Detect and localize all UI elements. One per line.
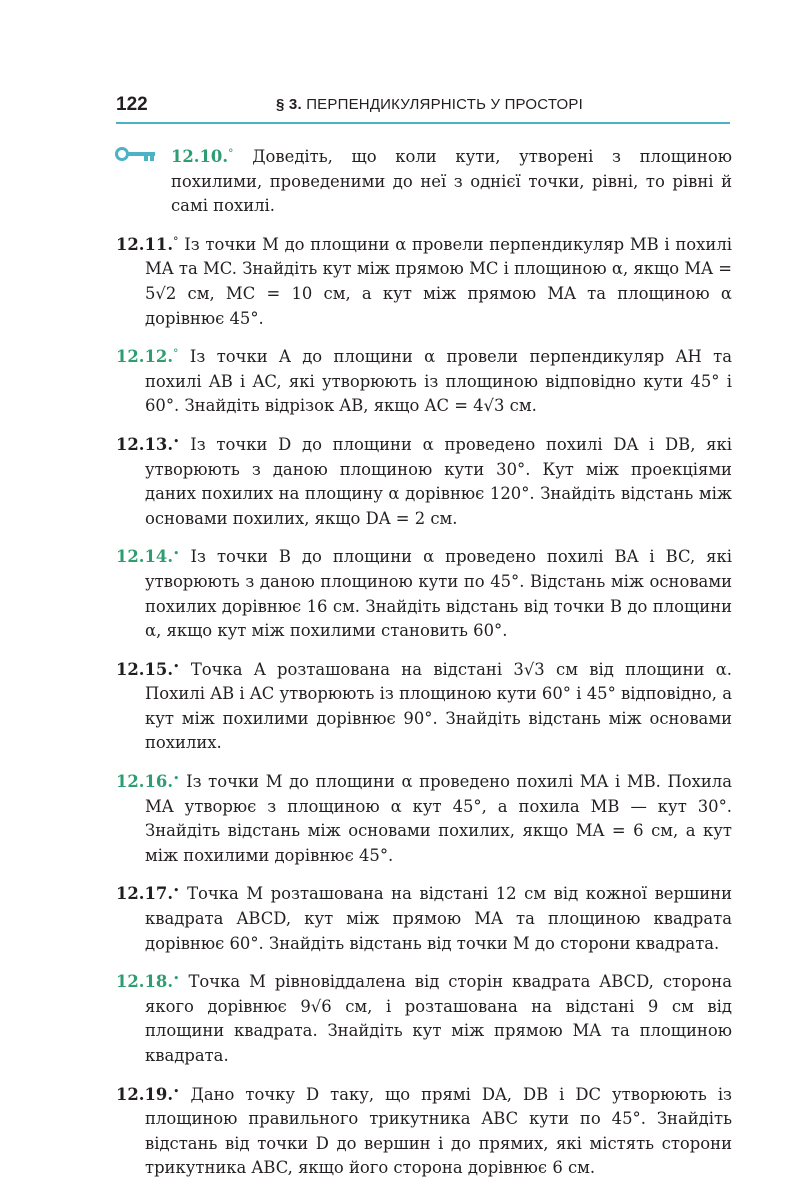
problem-12-19 — [116, 1080, 732, 1181]
difficulty-mark: • — [173, 884, 180, 898]
problem-number: 12.11. — [116, 234, 174, 254]
problem-text: Із точки M до площини α проведено похилі MA і MB. Похила MA утворює з площиною α кут 45°, а похила MB — кут 30°. Знайдіть відстань між основами похилих, якщо MA = 6 см, а кут між похилими дорівнює 45°. — [145, 772, 732, 865]
problem-text: Точка A розташована на відстані 3√3 см від площини α. Похилі AB і AC утворюють із площиною кути 60° і 45° відповідно, а кут між похилими дорівнює 90°. Знайдіть відстань між основами похилих. — [145, 659, 732, 753]
problem-text: Дано точку D таку, що прямі DA, DB і DC утворюють із площиною правильного трикутника ABC кути по 45°. Знайдіть відстань від точки D до вершин і до прямих, які містять сторони трикутника ABC, якщо його сторона дорівнює 6 см. — [145, 1084, 733, 1178]
problem-12-10 — [116, 142, 732, 219]
problem-text: Точка M рівновіддалена від сторін квадрата ABCD, сторона якого дорівнює 9√6 см, і розташована на відстані 9 см від площини квадрата. Знайдіть кут між прямою MA та площиною квадрата. — [145, 972, 732, 1065]
problem-number: 12.10. — [171, 147, 229, 166]
problem-number: 12.18. — [116, 972, 174, 992]
problem-12-18 — [116, 967, 732, 1068]
problem-12-12 — [116, 342, 732, 419]
problem-12-13 — [116, 430, 732, 531]
problem-text: Доведіть, що коли кути, утворені з площиною похилими, проведеними до неї з однієї точки, рівні, то рівні й самі похилі. — [171, 147, 732, 216]
page-header — [116, 92, 730, 124]
problem-number: 12.16. — [116, 772, 174, 792]
problem-text: Із точки A до площини α провели перпендикуляр AH та похилі AB і AC, які утворюють із площиною відповідно кути 45° і 60°. Знайдіть відрізок AB, якщо AC = 4√3 см. — [145, 347, 732, 416]
difficulty-mark: ° — [228, 147, 234, 160]
problem-number: 12.12. — [116, 347, 174, 367]
section-prefix: § 3. — [276, 96, 302, 113]
problem-number: 12.19. — [116, 1084, 174, 1104]
difficulty-mark: • — [173, 659, 180, 673]
difficulty-mark: • — [173, 772, 180, 786]
problem-text: Із точки B до площини α проведено похилі BA і BC, які утворюють з даною площиною кути по 45°. Відстань між основами похилих дорівнює 16 см. Знайдіть відстань від точки B до площини α, якщо кут між похилими становить 60°. — [145, 547, 732, 641]
difficulty-mark: • — [173, 547, 180, 561]
problem-text: Точка M розташована на відстані 12 см від кожної вершини квадрата ABCD, кут між прямою MA та площиною квадрата дорівнює 60°. Знайдіть відстань від точки M до сторони квадрата. — [145, 884, 733, 953]
problem-text: Із точки D до площини α проведено похилі DA і DB, які утворюють з даною площиною кути 30°. Кут між проекціями даних похилих на площину α дорівнює 120°. Знайдіть відстань між основами похилих, якщо DA = 2 см. — [145, 434, 732, 528]
problem-12-14 — [116, 542, 732, 643]
page-number: 122 — [116, 94, 148, 115]
section-name: ПЕРПЕНДИКУЛЯРНІСТЬ У ПРОСТОРІ — [306, 96, 583, 113]
problem-12-17 — [116, 879, 732, 956]
problem-number: 12.15. — [116, 659, 174, 679]
problem-list — [116, 142, 732, 1192]
difficulty-mark: • — [173, 972, 180, 986]
section-title — [276, 96, 583, 113]
problem-12-15 — [116, 655, 732, 756]
problem-12-16 — [116, 767, 732, 868]
problem-number: 12.13. — [116, 434, 174, 454]
difficulty-mark: ° — [173, 234, 179, 248]
difficulty-mark: • — [173, 434, 180, 448]
problem-text: Із точки M до площини α провели перпендикуляр MB і похилі MA та MC. Знайдіть кут між прямою MC і площиною α, якщо MA = 5√2 см, MC = 10 см, а кут між прямою MA та площиною α дорівнює 45°. — [145, 234, 732, 328]
key-icon — [114, 146, 158, 162]
difficulty-mark: • — [173, 1084, 180, 1098]
difficulty-mark: ° — [173, 347, 179, 361]
problem-number: 12.14. — [116, 547, 174, 567]
problem-number: 12.17. — [116, 884, 174, 904]
problem-12-11 — [116, 230, 732, 331]
